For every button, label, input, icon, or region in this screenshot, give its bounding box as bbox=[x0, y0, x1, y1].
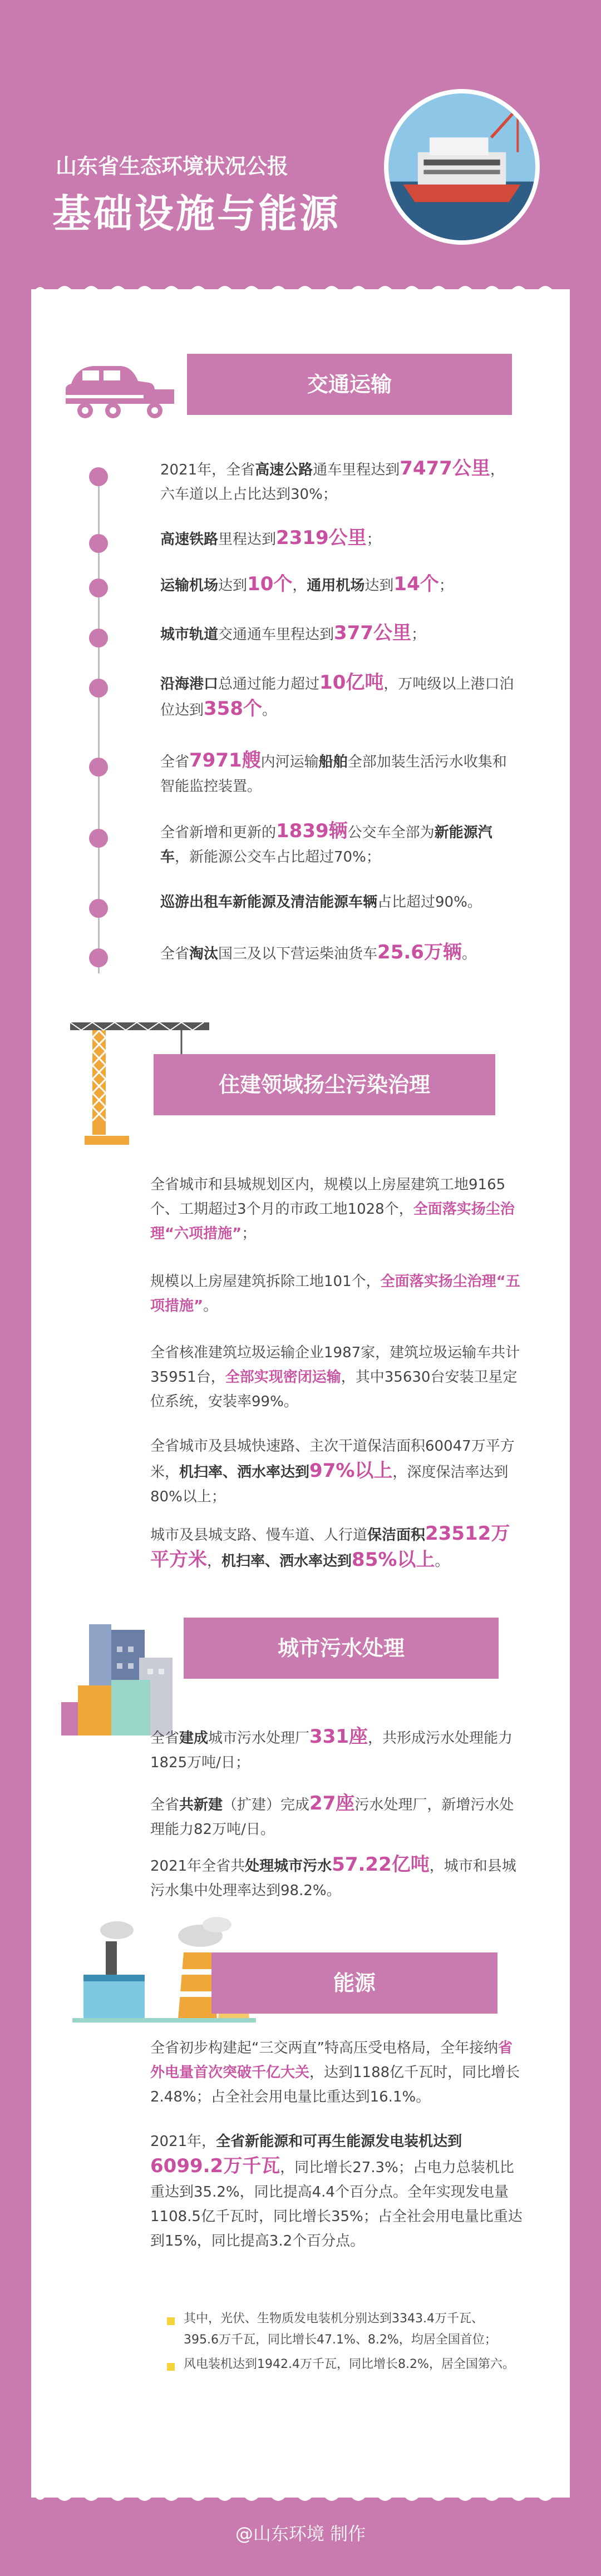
section-title-energy: 能源 bbox=[211, 1952, 497, 2014]
page-title: 基础设施与能源 bbox=[52, 191, 341, 236]
sewage-item-1: 全省建成城市污水处理厂331座，共形成污水处理能力1825万吨/日； bbox=[150, 1725, 513, 1771]
card-top-scallop bbox=[31, 283, 570, 296]
yellow-square-icon bbox=[167, 2363, 175, 2371]
tow-truck-icon bbox=[60, 350, 183, 423]
city-buildings-icon bbox=[56, 1613, 189, 1736]
bullet-dot bbox=[89, 467, 108, 486]
transport-item-9: 全省淘汰国三及以下营运柴油货车25.6万辆。 bbox=[160, 941, 476, 963]
bullet-dot bbox=[89, 948, 108, 967]
section-title-transport: 交通运输 bbox=[187, 354, 512, 415]
transport-item-7: 全省新增和更新的1839辆公交车全部为新能源汽车，新能源公交车占比超过70%； bbox=[160, 820, 492, 866]
construction-item-2: 规模以上房屋建筑拆除工地101个，全面落实扬尘治理“五项措施”。 bbox=[150, 1273, 520, 1314]
bullet-dot bbox=[89, 899, 108, 918]
bullet-dot bbox=[89, 579, 108, 597]
construction-item-4: 全省城市及县城快速路、主次干道保洁面积60047万平方米，机扫率、洒水率达到97%以上，深度保洁率达到80%以上； bbox=[150, 1438, 515, 1505]
section-title-construction: 住建领域扬尘污染治理 bbox=[154, 1054, 495, 1115]
energy-item-1: 全省初步构建起“三交两直”特高压受电格局，全年接纳省外电量首次突破千亿大关，达到1188亿千瓦时，同比增长2.48%；占全社会用电量比重达到16.1%。 bbox=[150, 2040, 520, 2105]
construction-item-1: 全省城市和县城规划区内，规模以上房屋建筑工地9165个、工期超过3个月的市政工地1028个，全面落实扬尘治理“六项措施”； bbox=[150, 1176, 515, 1242]
card-bottom-scallop bbox=[31, 2491, 570, 2504]
sewage-item-2: 全省共新建（扩建）完成27座污水处理厂，新增污水处理能力82万吨/日。 bbox=[150, 1792, 514, 1838]
transport-item-8: 巡游出租车新能源及清洁能源车辆占比超过90%。 bbox=[160, 894, 482, 911]
energy-item-2: 2021年，全省新能源和可再生能源发电装机达到6099.2万千瓦，同比增长27.3%；占电力总装机比重达到35.2%，同比提高4.4个百分点。全年实现发电量1108.5亿千瓦时，同比增长35%；占全社会用电量比重达到15%，同比提高3.2个百分点。 bbox=[150, 2133, 523, 2249]
transport-item-2: 高速铁路里程达到2319公里； bbox=[160, 527, 381, 549]
transport-item-1: 2021年，全省高速公路通车里程达到7477公里，六车道以上占比达到30%； bbox=[160, 457, 505, 503]
bullet-dot bbox=[89, 629, 108, 647]
footer-credit: @山东环境 制作 bbox=[235, 2523, 366, 2544]
yellow-square-icon bbox=[167, 2317, 175, 2325]
transport-item-5: 沿海港口总通过能力超过10亿吨，万吨级以上港口泊位达到358个。 bbox=[160, 671, 514, 720]
report-pre-title: 山东省生态环境状况公报 bbox=[56, 154, 289, 179]
bullet-dot bbox=[89, 679, 108, 698]
construction-item-3: 全省核准建筑垃圾运输企业1987家，建筑垃圾运输车共计35951台，全部实现密闭运输，其中35630台安装卫星定位系统，安装率99%。 bbox=[150, 1344, 520, 1410]
construction-item-5: 城市及县城支路、慢车道、人行道保洁面积23512万平方米，机扫率、洒水率达到85%以上。 bbox=[150, 1522, 510, 1571]
ship-photo-icon bbox=[388, 93, 535, 240]
transport-item-3: 运输机场达到10个，通用机场达到14个； bbox=[160, 573, 454, 595]
bullet-dot bbox=[89, 534, 108, 553]
header-photo bbox=[384, 89, 540, 245]
energy-sub-1: 其中，光伏、生物质发电装机分别达到3343.4万千瓦、395.6万千瓦，同比增长47.1%、8.2%，均居全国首位； bbox=[184, 2312, 497, 2347]
bullet-dot bbox=[89, 758, 108, 777]
energy-sub-2: 风电装机达到1942.4万千瓦，同比增长8.2%，居全国第六。 bbox=[184, 2357, 515, 2371]
header bbox=[0, 0, 601, 289]
transport-item-4: 城市轨道交通通车里程达到377公里； bbox=[160, 622, 426, 644]
section-title-sewage: 城市污水处理 bbox=[184, 1618, 499, 1679]
transport-item-6: 全省7971艘内河运输船舶全部加装生活污水收集和智能监控装置。 bbox=[160, 749, 507, 795]
bullet-dot bbox=[89, 829, 108, 848]
sewage-item-3: 2021年全省共处理城市污水57.22亿吨，城市和县城污水集中处理率达到98.2%。 bbox=[150, 1853, 516, 1899]
